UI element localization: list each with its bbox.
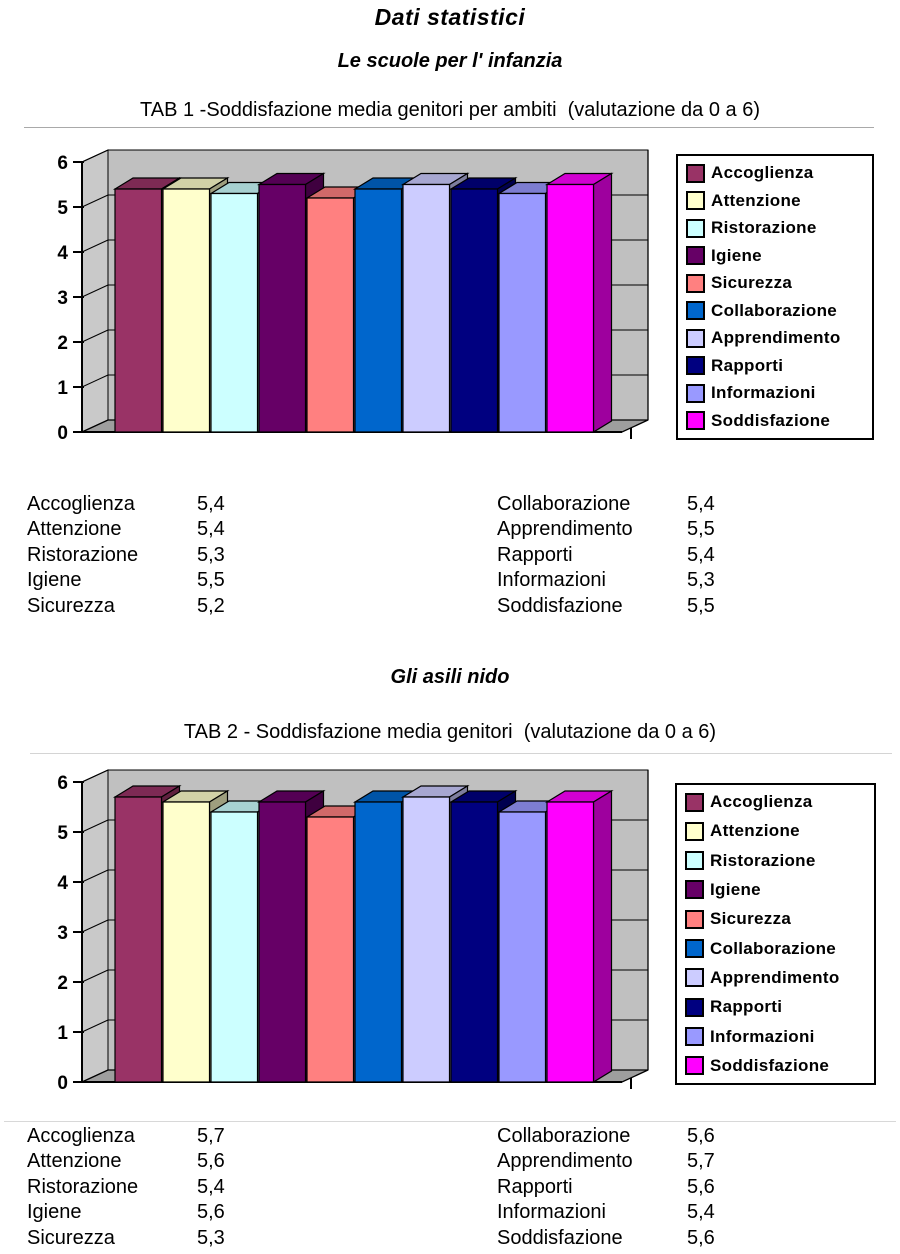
table-row bbox=[27, 1226, 225, 1251]
bar-chart-3d-tab1 bbox=[0, 138, 660, 451]
table-row bbox=[27, 1124, 225, 1149]
legend-item-rapporti bbox=[685, 997, 866, 1017]
table-label: Soddisfazione bbox=[497, 594, 623, 617]
legend-item-attenzione bbox=[685, 821, 866, 841]
table-value: 5,5 bbox=[197, 569, 225, 592]
legend-swatch-accoglienza bbox=[686, 164, 705, 183]
table-label: Attenzione bbox=[27, 518, 122, 541]
legend-swatch-apprendimento bbox=[685, 968, 704, 987]
y-axis-label-0: 0 bbox=[57, 423, 68, 444]
table-value: 5,6 bbox=[687, 1226, 715, 1249]
bar-soddisfazione bbox=[547, 791, 612, 1082]
legend-item-collaborazione bbox=[686, 301, 864, 321]
legend-item-informazioni bbox=[685, 1027, 866, 1047]
legend-label: Igiene bbox=[710, 879, 761, 899]
page-title: Dati statistici bbox=[374, 4, 526, 30]
bar-front-face bbox=[403, 185, 450, 433]
table-label: Apprendimento bbox=[497, 1150, 633, 1173]
table1-right-column bbox=[497, 492, 715, 619]
legend-item-collaborazione bbox=[685, 939, 866, 959]
table-value: 5,4 bbox=[687, 543, 715, 566]
table2-left-column bbox=[27, 1124, 225, 1251]
legend-item-igiene bbox=[685, 880, 866, 900]
chart2-caption: TAB 2 - Soddisfazione media genitori (valutazione da 0 a 6) bbox=[183, 721, 717, 743]
bar-front-face bbox=[355, 189, 402, 432]
table-label: Igiene bbox=[27, 569, 82, 592]
table-label: Collaborazione bbox=[497, 493, 631, 515]
chart1-legend bbox=[676, 154, 874, 440]
legend-item-ristorazione bbox=[685, 851, 866, 871]
legend-swatch-sicurezza bbox=[686, 274, 705, 293]
y-axis-label-6: 6 bbox=[57, 773, 68, 794]
table-label: Ristorazione bbox=[27, 543, 139, 566]
table-row bbox=[27, 1200, 225, 1225]
table-label: Attenzione bbox=[27, 1150, 122, 1173]
bar-front-face bbox=[355, 802, 402, 1082]
legend-label: Ristorazione bbox=[711, 218, 817, 238]
legend-label: Sicurezza bbox=[710, 909, 792, 929]
table-value: 5,3 bbox=[687, 569, 715, 592]
y-axis-label-2: 2 bbox=[57, 973, 68, 994]
table-row bbox=[497, 1124, 715, 1149]
table-row bbox=[27, 594, 225, 619]
divider-line-2 bbox=[30, 753, 892, 754]
table-label: Sicurezza bbox=[27, 1226, 115, 1249]
bar-front-face bbox=[403, 797, 450, 1082]
table-value: 5,4 bbox=[687, 493, 715, 515]
legend-swatch-ristorazione bbox=[685, 851, 704, 870]
bar-front-face bbox=[307, 198, 354, 432]
y-axis-label-2: 2 bbox=[57, 333, 68, 354]
chart2-area bbox=[0, 756, 900, 1104]
table-label: Ristorazione bbox=[27, 1175, 139, 1198]
table-row bbox=[497, 492, 715, 517]
legend-swatch-informazioni bbox=[686, 384, 705, 403]
bar-front-face bbox=[259, 802, 306, 1082]
legend-swatch-rapporti bbox=[686, 356, 705, 375]
legend-item-accoglienza bbox=[685, 792, 866, 812]
bar-front-face bbox=[259, 185, 306, 433]
bar-front-face bbox=[115, 797, 162, 1082]
legend-item-accoglienza bbox=[686, 163, 864, 183]
legend-swatch-soddisfazione bbox=[686, 411, 705, 430]
bar-front-face bbox=[163, 189, 210, 432]
table-label: Informazioni bbox=[497, 569, 606, 592]
table-row bbox=[497, 517, 715, 542]
section2-subtitle: Gli asili nido bbox=[390, 666, 510, 688]
table-value: 5,6 bbox=[197, 1201, 225, 1224]
legend-label: Attenzione bbox=[711, 190, 801, 210]
legend-label: Accoglienza bbox=[711, 163, 814, 182]
bar-front-face bbox=[307, 817, 354, 1082]
legend-label: Soddisfazione bbox=[710, 1055, 830, 1075]
y-axis-label-6: 6 bbox=[57, 153, 68, 174]
bar-front-face bbox=[211, 812, 258, 1082]
legend-label: Sicurezza bbox=[711, 273, 793, 293]
y-axis-label-4: 4 bbox=[57, 873, 68, 894]
legend-item-soddisfazione bbox=[686, 411, 864, 431]
table-row bbox=[27, 543, 225, 568]
section1-subtitle: Le scuole per l' infanzia bbox=[337, 50, 563, 72]
table-value: 5,6 bbox=[687, 1125, 715, 1147]
table-row bbox=[27, 1149, 225, 1174]
table-value: 5,3 bbox=[197, 1226, 225, 1249]
legend-label: Rapporti bbox=[710, 997, 783, 1017]
table-label: Accoglienza bbox=[27, 1125, 135, 1147]
legend-swatch-rapporti bbox=[685, 998, 704, 1017]
legend-item-igiene bbox=[686, 246, 864, 266]
table-row bbox=[497, 1175, 715, 1200]
legend-label: Rapporti bbox=[711, 355, 784, 375]
table-label: Rapporti bbox=[497, 1175, 573, 1198]
chart1-area bbox=[0, 138, 900, 454]
table-label: Collaborazione bbox=[497, 1125, 631, 1147]
legend-swatch-attenzione bbox=[685, 822, 704, 841]
legend-label: Ristorazione bbox=[710, 850, 816, 870]
bar-front-face bbox=[115, 189, 162, 432]
bar-front-face bbox=[163, 802, 210, 1082]
table-value: 5,2 bbox=[197, 594, 225, 617]
table-value: 5,4 bbox=[197, 493, 225, 515]
y-axis-label-1: 1 bbox=[57, 1023, 68, 1044]
legend-swatch-soddisfazione bbox=[685, 1056, 704, 1075]
bar-side-face bbox=[594, 791, 612, 1082]
table-row bbox=[497, 1226, 715, 1251]
legend-item-sicurezza bbox=[686, 273, 864, 293]
legend-item-soddisfazione bbox=[685, 1056, 866, 1076]
chart1-caption: TAB 1 -Soddisfazione media genitori per ambiti (valutazione da 0 a 6) bbox=[140, 99, 760, 121]
table-value: 5,7 bbox=[197, 1125, 225, 1147]
divider-line-3 bbox=[4, 1121, 896, 1122]
bar-chart-3d-tab2 bbox=[0, 756, 660, 1102]
y-axis-label-5: 5 bbox=[57, 198, 68, 219]
bar-front-face bbox=[499, 812, 546, 1082]
divider-line-1 bbox=[24, 127, 874, 128]
table-row bbox=[27, 517, 225, 542]
legend-item-apprendimento bbox=[686, 328, 864, 348]
table-row bbox=[27, 568, 225, 593]
y-axis-label-0: 0 bbox=[57, 1073, 68, 1094]
table-label: Informazioni bbox=[497, 1201, 606, 1224]
chart2-legend bbox=[675, 783, 876, 1085]
y-axis-label-4: 4 bbox=[57, 243, 68, 264]
legend-item-ristorazione bbox=[686, 218, 864, 238]
table2-right-column bbox=[497, 1124, 715, 1251]
legend-swatch-collaborazione bbox=[686, 301, 705, 320]
legend-label: Informazioni bbox=[711, 383, 816, 403]
y-axis-label-5: 5 bbox=[57, 823, 68, 844]
y-axis-label-1: 1 bbox=[57, 378, 68, 399]
legend-item-apprendimento bbox=[685, 968, 866, 988]
legend-swatch-accoglienza bbox=[685, 793, 704, 812]
bar-front-face bbox=[547, 185, 594, 433]
legend-swatch-informazioni bbox=[685, 1027, 704, 1046]
legend-swatch-sicurezza bbox=[685, 910, 704, 929]
table-label: Soddisfazione bbox=[497, 1226, 623, 1249]
table-row bbox=[497, 543, 715, 568]
legend-label: Apprendimento bbox=[711, 328, 841, 348]
table-value: 5,7 bbox=[687, 1150, 715, 1173]
table-row bbox=[27, 492, 225, 517]
table-label: Apprendimento bbox=[497, 518, 633, 541]
legend-swatch-apprendimento bbox=[686, 329, 705, 348]
table-row bbox=[497, 568, 715, 593]
legend-label: Igiene bbox=[711, 245, 762, 265]
table-value: 5,5 bbox=[687, 518, 715, 541]
table-row bbox=[497, 594, 715, 619]
legend-label: Informazioni bbox=[710, 1026, 815, 1046]
legend-swatch-attenzione bbox=[686, 191, 705, 210]
bar-side-face bbox=[594, 174, 612, 433]
table1-left-column bbox=[27, 492, 225, 619]
legend-label: Accoglienza bbox=[710, 792, 813, 811]
table-row bbox=[497, 1149, 715, 1174]
y-axis-label-3: 3 bbox=[57, 923, 68, 944]
legend-label: Apprendimento bbox=[710, 967, 840, 987]
legend-item-sicurezza bbox=[685, 909, 866, 929]
y-axis-label-3: 3 bbox=[57, 288, 68, 309]
table-value: 5,4 bbox=[197, 1175, 225, 1198]
table-value: 5,4 bbox=[197, 518, 225, 541]
table-value: 5,5 bbox=[687, 594, 715, 617]
table-label: Rapporti bbox=[497, 543, 573, 566]
legend-item-attenzione bbox=[686, 191, 864, 211]
table-value: 5,6 bbox=[687, 1175, 715, 1198]
table-value: 5,3 bbox=[197, 543, 225, 566]
bar-front-face bbox=[451, 189, 498, 432]
legend-swatch-igiene bbox=[685, 880, 704, 899]
legend-swatch-collaborazione bbox=[685, 939, 704, 958]
bar-front-face bbox=[499, 194, 546, 433]
table-label: Accoglienza bbox=[27, 493, 135, 515]
table-label: Igiene bbox=[27, 1201, 82, 1224]
table-row bbox=[27, 1175, 225, 1200]
table-label: Sicurezza bbox=[27, 594, 115, 617]
bar-front-face bbox=[547, 802, 594, 1082]
legend-item-informazioni bbox=[686, 383, 864, 403]
legend-label: Attenzione bbox=[710, 821, 800, 841]
legend-swatch-ristorazione bbox=[686, 219, 705, 238]
legend-label: Soddisfazione bbox=[711, 410, 831, 430]
table-value: 5,6 bbox=[197, 1150, 225, 1173]
bar-front-face bbox=[211, 194, 258, 433]
legend-label: Collaborazione bbox=[710, 938, 837, 958]
legend-item-rapporti bbox=[686, 356, 864, 376]
legend-swatch-igiene bbox=[686, 246, 705, 265]
legend-label: Collaborazione bbox=[711, 300, 838, 320]
table-value: 5,4 bbox=[687, 1201, 715, 1224]
bar-soddisfazione bbox=[547, 174, 612, 433]
table-row bbox=[497, 1200, 715, 1225]
bar-front-face bbox=[451, 802, 498, 1082]
